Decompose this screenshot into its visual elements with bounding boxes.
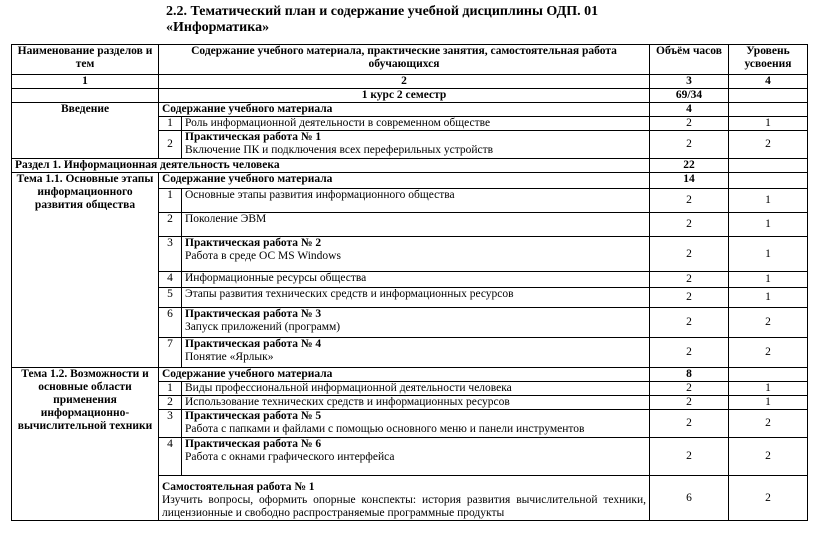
row-text: Информационные ресурсы общества [182, 272, 650, 288]
header-col-4: Уровень усвоения [729, 45, 808, 75]
course-hours: 69/34 [650, 89, 729, 103]
section-row [12, 159, 808, 173]
row-content [182, 131, 650, 159]
row-level: 2 [729, 410, 808, 438]
practical-title: Практическая работа № 5 [185, 410, 322, 422]
table-row [12, 103, 808, 117]
col-number-3: 3 [650, 75, 729, 89]
row-hours: 2 [650, 288, 729, 308]
header-col-3: Объём часов [650, 45, 729, 75]
row-level: 1 [729, 213, 808, 237]
practical-title: Практическая работа № 2 [185, 237, 322, 249]
row-content [182, 308, 650, 338]
empty-cell [729, 368, 808, 382]
row-text: Поколение ЭВМ [182, 213, 650, 237]
col-number-2: 2 [159, 75, 650, 89]
row-text: Запуск приложений (программ) [185, 321, 341, 333]
column-number-row [12, 75, 808, 89]
row-hours: 2 [650, 189, 729, 213]
row-level: 2 [729, 438, 808, 476]
row-text: Виды профессиональной информационной деятельности человека [182, 382, 650, 396]
row-hours: 2 [650, 131, 729, 159]
row-number: 1 [159, 117, 182, 131]
row-level: 1 [729, 288, 808, 308]
row-level: 1 [729, 237, 808, 272]
row-level: 1 [729, 189, 808, 213]
col-number-1: 1 [12, 75, 159, 89]
row-number: 4 [159, 272, 182, 288]
row-text: Работа в среде ОС MS Windows [185, 250, 341, 262]
table-row [12, 173, 808, 189]
intro-content-label: Содержание учебного материала [159, 103, 650, 117]
course-row [12, 89, 808, 103]
practical-title: Практическая работа № 6 [185, 438, 322, 450]
row-hours: 2 [650, 438, 729, 476]
row-content [182, 410, 650, 438]
independent-work-text: Изучить вопросы, оформить опорные конспекты: история развития вычислительной техники, лицензионные и свободно распространяемые программные продукты [162, 494, 646, 519]
row-level: 1 [729, 396, 808, 410]
course-empty-cell [12, 89, 159, 103]
row-number: 1 [159, 382, 182, 396]
row-hours: 2 [650, 117, 729, 131]
title-line-1: 2.2. Тематический план и содержание учебной дисциплины ОДП. 01 [166, 4, 599, 19]
row-hours: 2 [650, 308, 729, 338]
independent-work-hours: 6 [650, 476, 729, 521]
row-number: 3 [159, 410, 182, 438]
row-level: 2 [729, 131, 808, 159]
row-content [182, 338, 650, 368]
table-row [12, 368, 808, 382]
topic-1-2-content-hours: 8 [650, 368, 729, 382]
row-text: Понятие «Ярлык» [185, 351, 274, 363]
topic-1-2-content-label: Содержание учебного материала [159, 368, 650, 382]
row-text: Работа с окнами графического интерфейса [185, 451, 395, 463]
table-header-row [12, 45, 808, 75]
topic-1-2-name: Тема 1.2. Возможности и основные области применения информационно-вычислительной техники [12, 368, 159, 521]
intro-name: Введение [12, 103, 159, 159]
row-level: 1 [729, 272, 808, 288]
empty-cell [729, 173, 808, 189]
row-level: 1 [729, 382, 808, 396]
row-text: Использование технических средств и информационных ресурсов [182, 396, 650, 410]
intro-content-hours: 4 [650, 103, 729, 117]
row-level: 2 [729, 338, 808, 368]
independent-work-level: 2 [729, 476, 808, 521]
independent-work-title: Самостоятельная работа № 1 [162, 481, 315, 493]
row-level: 2 [729, 308, 808, 338]
row-hours: 2 [650, 338, 729, 368]
page-title [166, 4, 598, 36]
row-number: 2 [159, 131, 182, 159]
title-line-2: «Информатика» [166, 20, 270, 35]
col-number-4: 4 [729, 75, 808, 89]
practical-title: Практическая работа № 3 [185, 308, 322, 320]
section-1-hours: 22 [650, 159, 729, 173]
row-text: Роль информационной деятельности в современном обществе [182, 117, 650, 131]
topic-1-1-content-label: Содержание учебного материала [159, 173, 650, 189]
row-number: 2 [159, 396, 182, 410]
thematic-plan-table [11, 44, 808, 521]
row-hours: 2 [650, 272, 729, 288]
row-text: Этапы развития технических средств и информационных ресурсов [182, 288, 650, 308]
row-number: 7 [159, 338, 182, 368]
row-number: 2 [159, 213, 182, 237]
row-number: 4 [159, 438, 182, 476]
section-1-label: Раздел 1. Информационная деятельность человека [12, 159, 650, 173]
course-label: 1 курс 2 семестр [159, 89, 650, 103]
topic-1-1-name: Тема 1.1. Основные этапы информационного развития общества [12, 173, 159, 368]
practical-title: Практическая работа № 1 [185, 131, 322, 143]
row-number: 1 [159, 189, 182, 213]
row-hours: 2 [650, 410, 729, 438]
row-hours: 2 [650, 213, 729, 237]
row-content [182, 237, 650, 272]
row-number: 3 [159, 237, 182, 272]
row-text: Включение ПК и подключения всех переферильных устройств [185, 144, 494, 156]
row-number: 6 [159, 308, 182, 338]
header-col-2: Содержание учебного материала, практические занятия, самостоятельная работа обучающихся [159, 45, 650, 75]
row-hours: 2 [650, 382, 729, 396]
empty-cell [729, 103, 808, 117]
header-col-1: Наименование разделов и тем [12, 45, 159, 75]
row-level: 1 [729, 117, 808, 131]
row-hours: 2 [650, 237, 729, 272]
empty-cell [729, 159, 808, 173]
topic-1-1-content-hours: 14 [650, 173, 729, 189]
practical-title: Практическая работа № 4 [185, 338, 322, 350]
row-hours: 2 [650, 396, 729, 410]
course-level-empty [729, 89, 808, 103]
row-text: Основные этапы развития информационного общества [182, 189, 650, 213]
row-number: 5 [159, 288, 182, 308]
independent-work-cell [159, 476, 650, 521]
row-content [182, 438, 650, 476]
row-text: Работа с папками и файлами с помощью основного меню и панели инструментов [185, 423, 585, 435]
